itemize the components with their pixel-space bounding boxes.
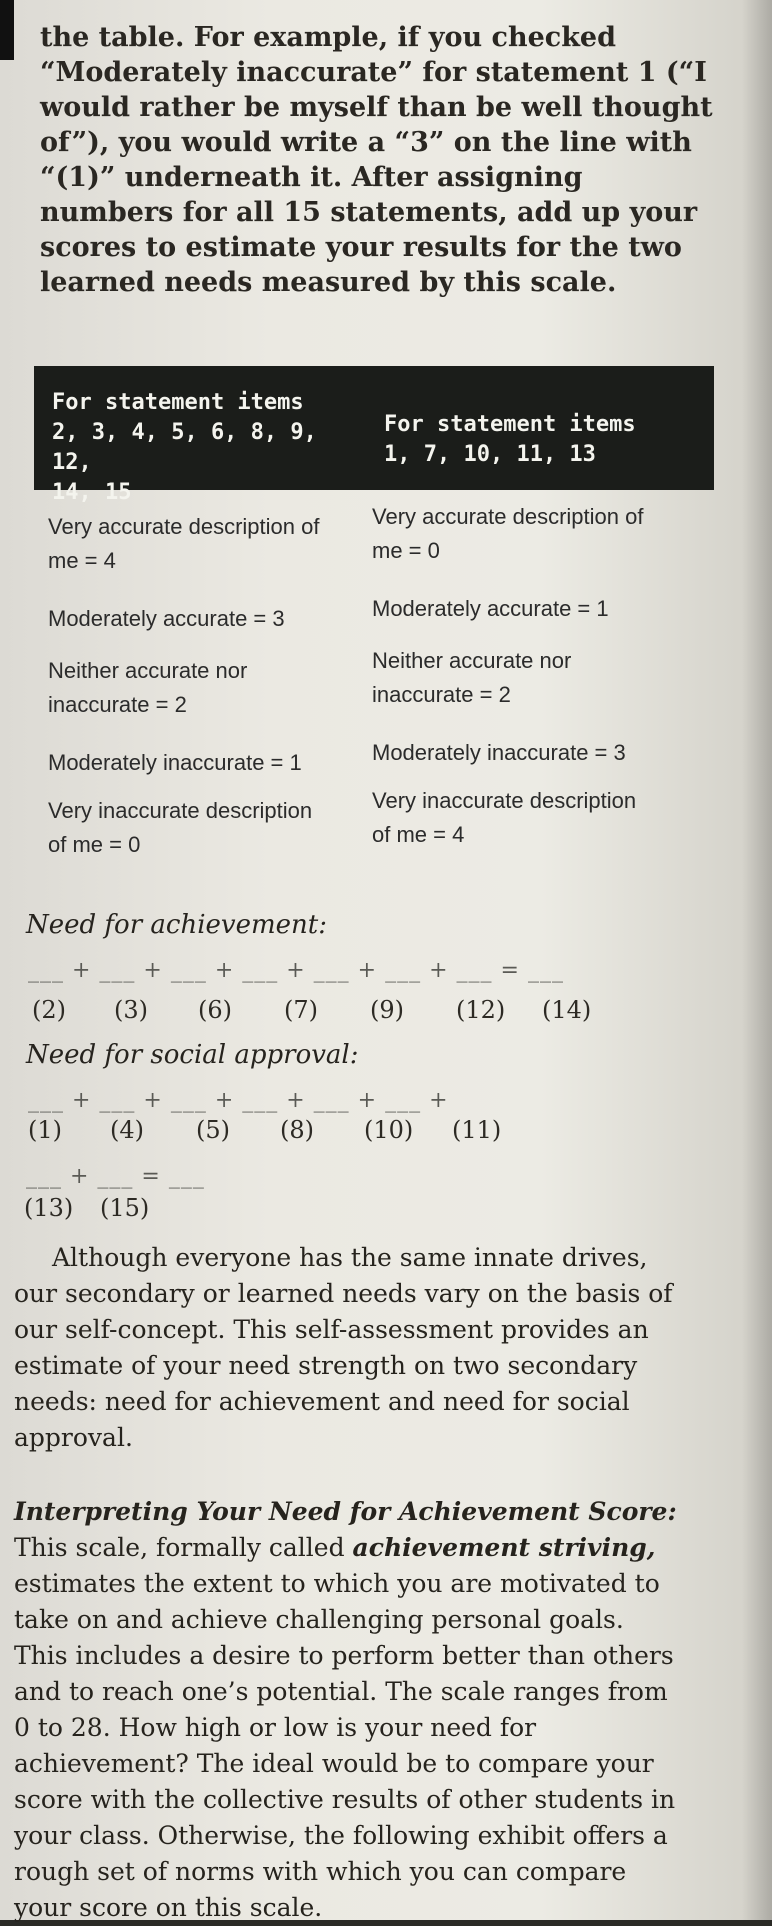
row-line: Very inaccurate description <box>372 788 637 813</box>
row-line: me = 4 <box>48 548 116 573</box>
right-row-very-accurate <box>372 500 712 592</box>
achievement-item-numbers <box>0 996 772 1026</box>
right-row-very-inaccurate <box>372 784 712 852</box>
right-header-line: For statement items <box>384 412 636 437</box>
item-number: (14) <box>542 996 592 1024</box>
social-item-numbers-1 <box>0 1116 772 1146</box>
paragraph-learned-needs: Although everyone has the same innate drives, our secondary or learned needs vary on the basis of our self-concept. This self-assessment provides an estimate of your need strength on two secondary needs: need for achievement and need for social approval. <box>14 1243 673 1452</box>
row-line: Very inaccurate description <box>48 798 313 823</box>
social-blanks-line-1: ___ + ___ + ___ + ___ + ___ + ___ + <box>28 1088 449 1113</box>
row-line: inaccurate = 2 <box>372 682 511 707</box>
item-number: (11) <box>452 1116 502 1144</box>
page-curve-shadow <box>742 0 772 1920</box>
left-scoring-column <box>48 510 348 862</box>
left-row-very-inaccurate <box>48 794 348 862</box>
paragraph-text: estimates the extent to which you are motivated to take on and achieve challenging personal goals. This includes a desire to perform better than others and to reach one’s potential. The scale ranges from 0 to 28. How high or low is your need for achievement? The ideal would be to compare your score with the collective results of other students in your class. Otherwise, the following exhibit offers a rough set of norms with which you can compare your score on this scale. <box>14 1569 676 1922</box>
item-number: (3) <box>114 996 148 1024</box>
right-row-neither <box>372 644 712 736</box>
right-column-header <box>384 410 704 470</box>
item-number: (7) <box>284 996 318 1024</box>
paragraph-interpreting-achievement <box>14 1494 684 1926</box>
row-line: of me = 0 <box>48 832 141 857</box>
social-approval-title: Need for social approval: <box>26 1040 359 1070</box>
left-row-moderately-accurate <box>48 602 348 654</box>
paragraph-text: This scale, formally called <box>14 1533 353 1562</box>
right-header-line: 1, 7, 10, 11, 13 <box>384 442 596 467</box>
left-column-header <box>52 388 352 508</box>
item-number: (12) <box>456 996 506 1024</box>
item-number: (13) <box>24 1194 74 1222</box>
item-number: (15) <box>100 1194 150 1222</box>
item-number: (8) <box>280 1116 314 1144</box>
social-item-numbers-2 <box>0 1194 772 1224</box>
row-line: me = 0 <box>372 538 440 563</box>
left-row-moderately-inaccurate <box>48 746 348 794</box>
row-line: Neither accurate nor <box>372 648 572 673</box>
row-line: inaccurate = 2 <box>48 692 187 717</box>
row-line: Very accurate description of <box>48 514 320 539</box>
right-row-moderately-accurate <box>372 592 712 644</box>
left-header-line: 14, 15 <box>52 480 132 505</box>
social-blanks-line-2: ___ + ___ = ___ <box>26 1164 205 1189</box>
intro-paragraph: the table. For example, if you checked “Moderately inaccurate” for statement 1 (“I would rather be myself than be well thought of”), you would write a “3” on the line with “(1)” underneath it. After assigning numbers for all 15 statements, add up your scores to estimate your results for the two learned needs measured by this scale. <box>40 22 713 298</box>
page-edge-shadow <box>0 0 14 60</box>
left-row-neither <box>48 654 348 746</box>
paragraph-heading: Interpreting Your Need for Achievement Score: <box>14 1497 677 1526</box>
row-line: Neither accurate nor <box>48 658 248 683</box>
right-scoring-column <box>372 500 712 852</box>
right-row-moderately-inaccurate <box>372 736 712 784</box>
row-line: Moderately accurate = 1 <box>372 596 609 621</box>
row-line: Moderately accurate = 3 <box>48 606 285 631</box>
achievement-title: Need for achievement: <box>26 910 327 940</box>
item-number: (2) <box>32 996 66 1024</box>
achievement-blanks: ___ + ___ + ___ + ___ + ___ + ___ + ___ = ___ <box>28 958 564 983</box>
item-number: (9) <box>370 996 404 1024</box>
left-row-very-accurate <box>48 510 348 602</box>
left-header-line: 2, 3, 4, 5, 6, 8, 9, 12, <box>52 420 317 475</box>
item-number: (1) <box>28 1116 62 1144</box>
item-number: (6) <box>198 996 232 1024</box>
row-line: of me = 4 <box>372 822 465 847</box>
paragraph-term: achievement striving, <box>352 1533 656 1562</box>
row-line: Moderately inaccurate = 1 <box>48 750 302 775</box>
item-number: (5) <box>196 1116 230 1144</box>
left-header-line: For statement items <box>52 390 304 415</box>
table-header <box>34 366 714 505</box>
row-line: Very accurate description of <box>372 504 644 529</box>
row-line: Moderately inaccurate = 3 <box>372 740 626 765</box>
item-number: (4) <box>110 1116 144 1144</box>
item-number: (10) <box>364 1116 414 1144</box>
